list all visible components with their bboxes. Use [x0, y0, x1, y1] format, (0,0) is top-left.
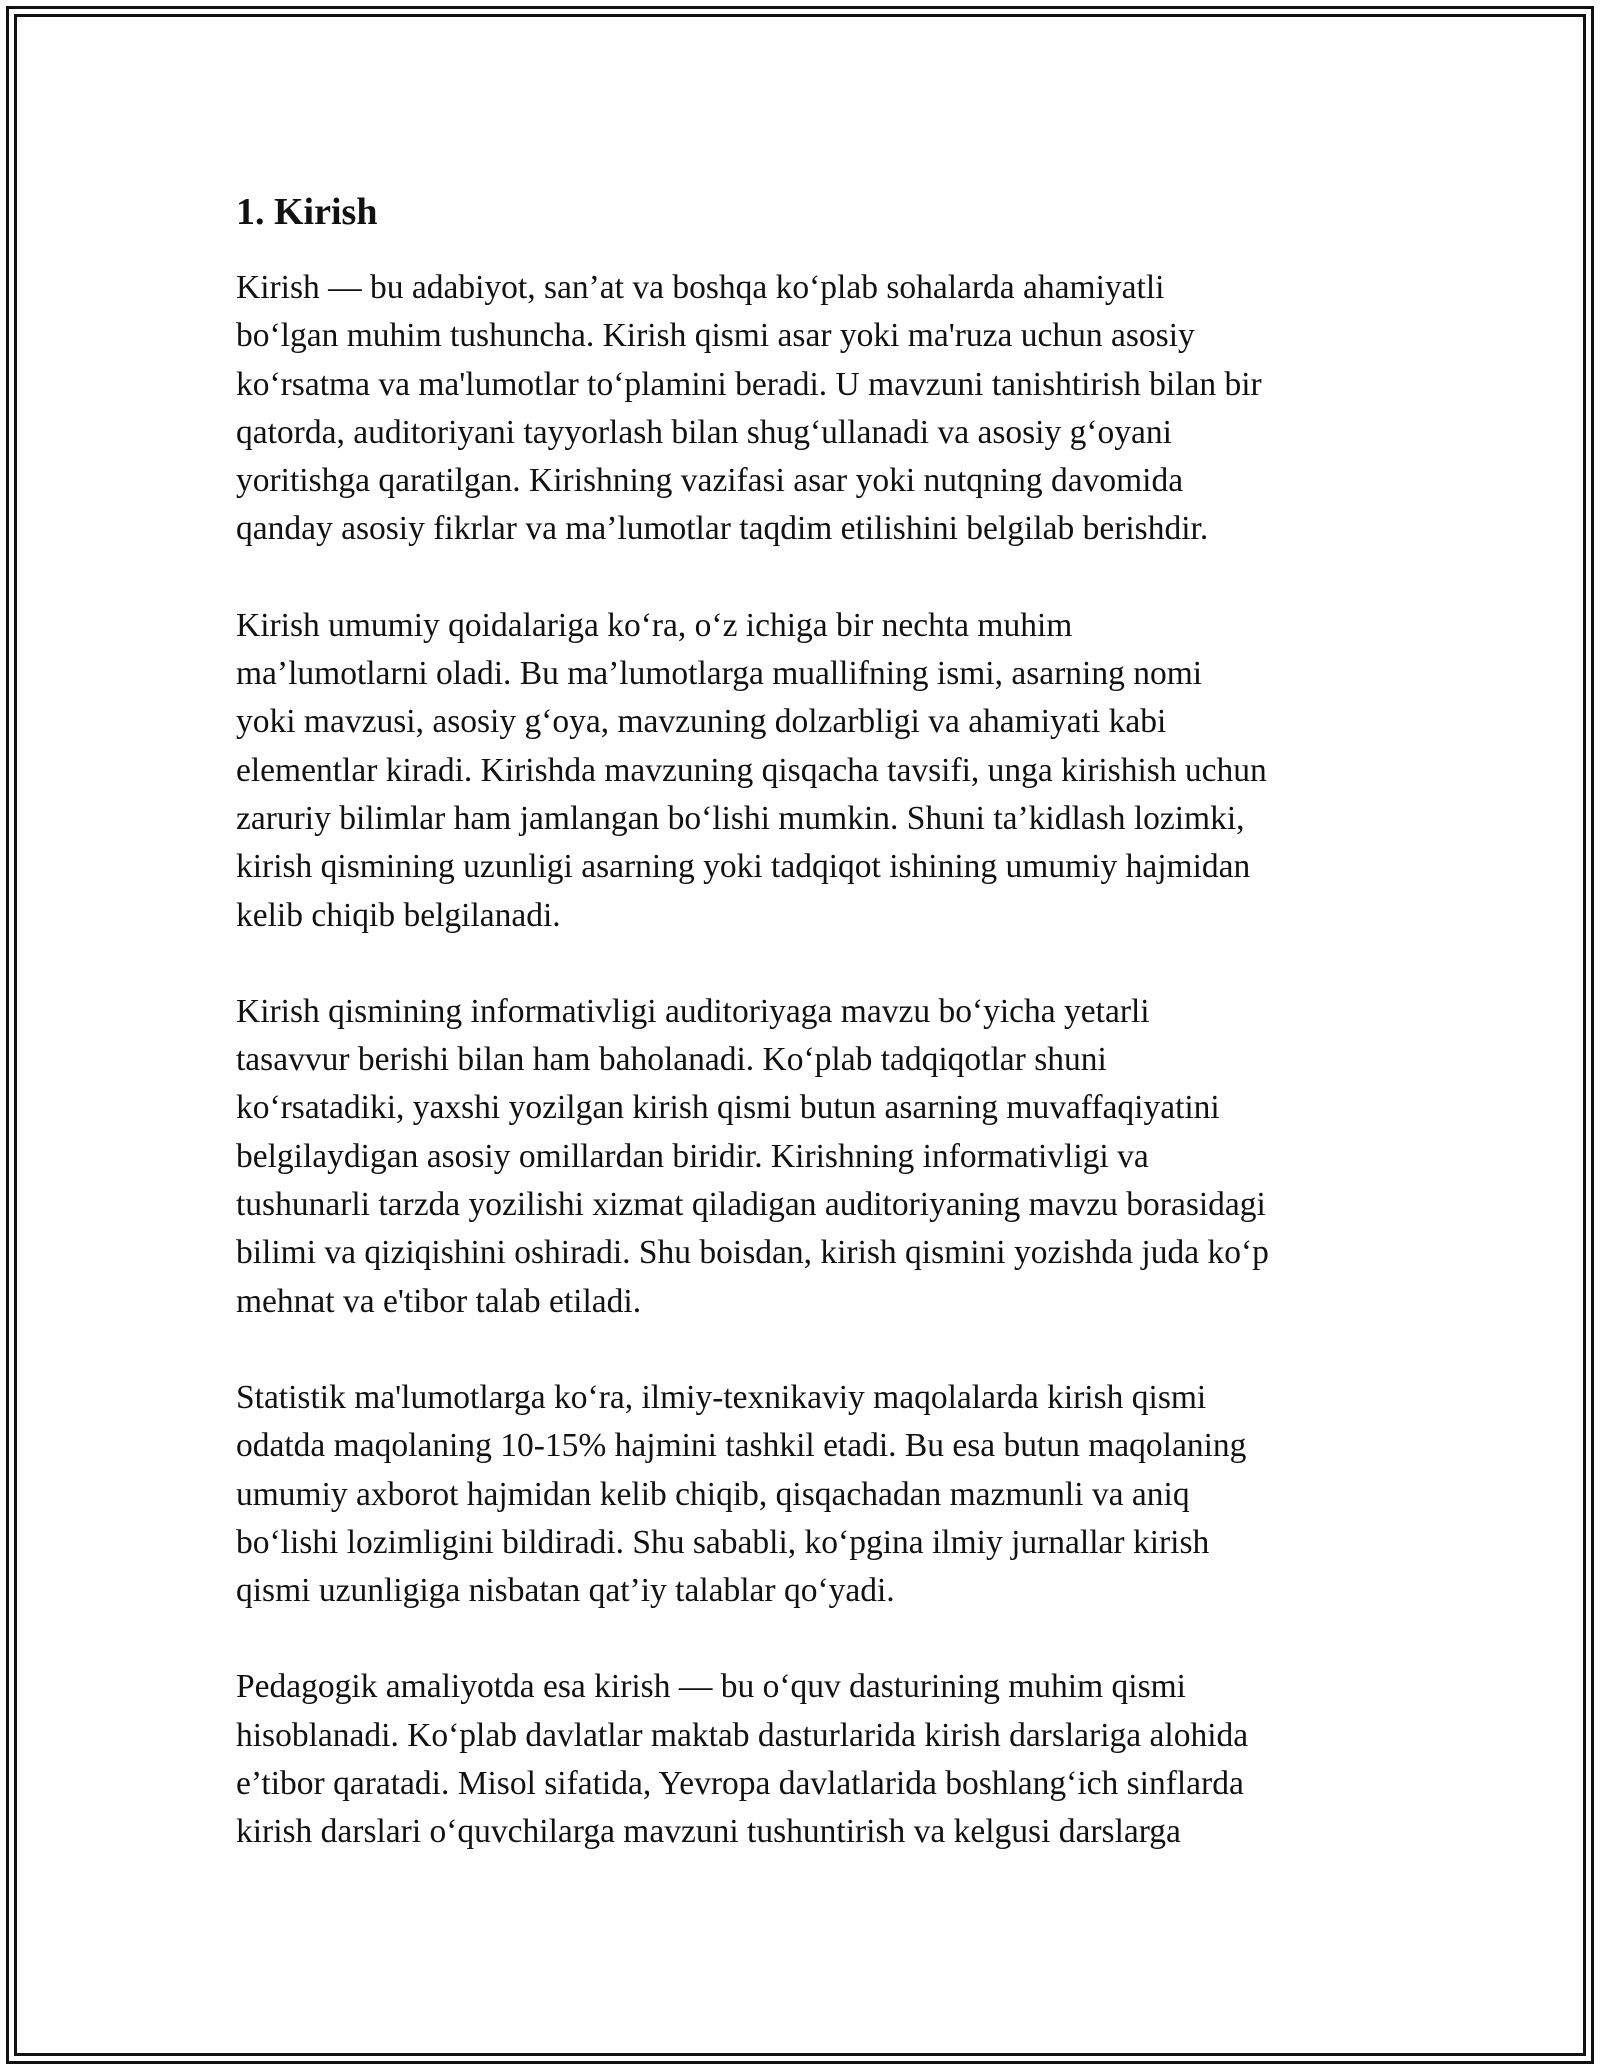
- paragraph-line: bo‘lishi lozimligini bildiradi. Shu sababli, ko‘pgina ilmiy jurnallar kirish: [236, 1523, 1210, 1561]
- paragraph-2: [236, 602, 1371, 940]
- paragraph-line: Kirish umumiy qoidalariga ko‘ra, o‘z ichiga bir nechta muhim: [236, 606, 1073, 644]
- paragraph-line: ko‘rsatma va ma'lumotlar to‘plamini beradi. U mavzuni tanishtirish bilan bir: [236, 365, 1262, 403]
- paragraph-line: zaruriy bilimlar ham jamlangan bo‘lishi mumkin. Shuni ta’kidlash lozimki,: [236, 799, 1245, 837]
- document-body: [236, 186, 1371, 1905]
- paragraph-line: qismi uzunligiga nisbatan qat’iy talablar qo‘yadi.: [236, 1572, 895, 1610]
- paragraph-line: tasavvur berishi bilan ham baholanadi. Ko‘plab tadqiqotlar shuni: [236, 1041, 1107, 1079]
- section-heading: 1. Kirish: [236, 191, 378, 233]
- paragraph-line: kirish qismining uzunligi asarning yoki tadqiqot ishining umumiy hajmidan: [236, 848, 1251, 886]
- paragraph-line: kelib chiqib belgilanadi.: [236, 896, 561, 934]
- paragraph-line: bo‘lgan muhim tushuncha. Kirish qismi asar yoki ma'ruza uchun asosiy: [236, 317, 1195, 355]
- paragraph-line: ma’lumotlarni oladi. Bu ma’lumotlarga muallifning ismi, asarning nomi: [236, 655, 1203, 693]
- paragraph-line: e’tibor qaratadi. Misol sifatida, Yevropa davlatlarida boshlang‘ich sinflarda: [236, 1765, 1244, 1803]
- paragraph-line: umumiy axborot hajmidan kelib chiqib, qisqachadan mazmunli va aniq: [236, 1475, 1190, 1513]
- paragraph-line: belgilaydigan asosiy omillardan biridir. Kirishning informativligi va: [236, 1137, 1149, 1175]
- paragraph-line: bilimi va qiziqishini oshiradi. Shu boisdan, kirish qismini yozishda juda ko‘p: [236, 1234, 1269, 1272]
- paragraph-line: ko‘rsatadiki, yaxshi yozilgan kirish qismi butun asarning muvaffaqiyatini: [236, 1089, 1220, 1127]
- paragraph-line: qanday asosiy fikrlar va ma’lumotlar taqdim etilishini belgilab berishdir.: [236, 510, 1209, 548]
- paragraph-line: Kirish — bu adabiyot, san’at va boshqa ko‘plab sohalarda ahamiyatli: [236, 269, 1165, 306]
- paragraph-line: qatorda, auditoriyani tayyorlash bilan shug‘ullanadi va asosiy g‘oyani: [236, 413, 1172, 451]
- paragraph-5: [236, 1663, 1371, 1856]
- paragraph-line: tushunarli tarzda yozilishi xizmat qiladigan auditoriyaning mavzu borasidagi: [236, 1186, 1266, 1224]
- paragraph-3: [236, 988, 1371, 1326]
- paragraph-line: Pedagogik amaliyotda esa kirish — bu o‘quv dasturining muhim qismi: [236, 1668, 1186, 1706]
- paragraph-line: mehnat va e'tibor talab etiladi.: [236, 1282, 642, 1320]
- paragraph-line: kirish darslari o‘quvchilarga mavzuni tushuntirish va kelgusi darslarga: [236, 1813, 1181, 1851]
- paragraph-line: Statistik ma'lumotlarga ko‘ra, ilmiy-texnikaviy maqolalarda kirish qismi: [236, 1378, 1207, 1416]
- paragraph-line: Kirish qismining informativligi auditoriyaga mavzu bo‘yicha yetarli: [236, 992, 1150, 1030]
- paragraph-line: odatda maqolaning 10-15% hajmini tashkil etadi. Bu esa butun maqolaning: [236, 1427, 1247, 1465]
- paragraph-line: yoritishga qaratilgan. Kirishning vazifasi asar yoki nutqning davomida: [236, 462, 1184, 500]
- paragraph-1: [236, 264, 1371, 554]
- paragraph-line: hisoblanadi. Ko‘plab davlatlar maktab dasturlarida kirish darslariga alohida: [236, 1716, 1249, 1754]
- paragraph-4: [236, 1374, 1371, 1615]
- paragraph-line: elementlar kiradi. Kirishda mavzuning qisqacha tavsifi, unga kirishish uchun: [236, 751, 1267, 789]
- paragraph-line: yoki mavzusi, asosiy g‘oya, mavzuning dolzarbligi va ahamiyati kabi: [236, 703, 1167, 741]
